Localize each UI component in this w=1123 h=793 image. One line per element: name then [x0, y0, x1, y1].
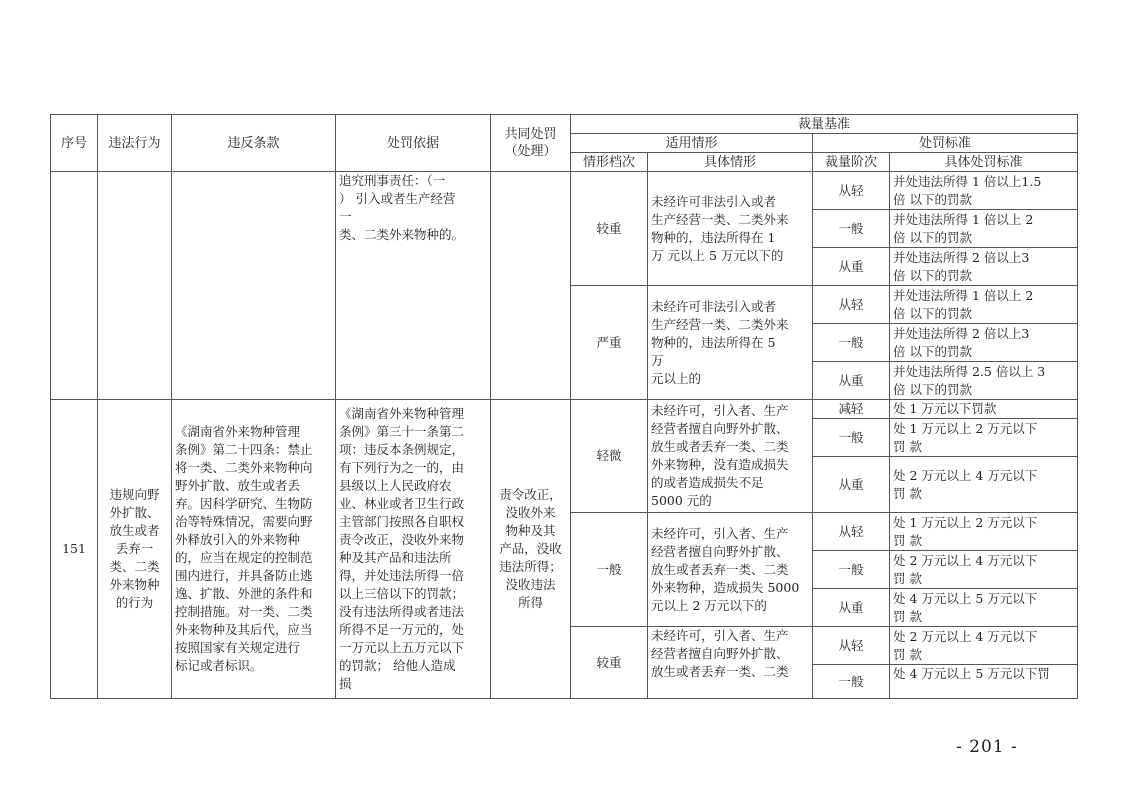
seq-cell — [51, 172, 98, 400]
standard-cell: 处 2 万元以上 4 万元以下 罚 款 — [890, 627, 1078, 665]
level-cell: 较重 — [571, 627, 648, 699]
stage-cell: 从重 — [813, 248, 890, 286]
common-cell — [491, 172, 571, 400]
header-level: 情形档次 — [571, 153, 648, 172]
stage-cell: 一般 — [813, 210, 890, 248]
stage-cell: 从重 — [813, 457, 890, 513]
standard-cell: 处 1 万元以上 2 万元以下 罚 款 — [890, 513, 1078, 551]
header-specific-std: 具体处罚标准 — [890, 153, 1078, 172]
standard-cell: 并处违法所得 1 倍以上 2 倍 以下的罚款 — [890, 210, 1078, 248]
clause-cell: 《湖南省外来物种管理 条例》第二十四条：禁止 将一类、二类外来物种向 野外扩散、放生或者丢 弃。因科学研究、生物防 治等特殊情况，需要向野 外释放引入的外来物种 的，应当在规定的控制范 围内进行，并具备防止逃 逸、扩散、外泄的条件和 控制措施。对一类、二类 外来物种及其后代，应当 按照国家有关规定进行 标记或者标识。 — [172, 400, 336, 699]
stage-cell: 减轻 — [813, 400, 890, 419]
stage-cell: 从轻 — [813, 286, 890, 324]
stage-cell: 从轻 — [813, 172, 890, 210]
stage-cell: 一般 — [813, 419, 890, 457]
situation-cell: 未经许可，引入者、生产 经营者擅自向野外扩散、 放生或者丢弃一类、二类 — [648, 627, 813, 699]
standard-cell: 并处违法所得 2.5 倍以上 3 倍 以下的罚款 — [890, 362, 1078, 400]
standard-cell: 处 2 万元以上 4 万元以下 罚 款 — [890, 457, 1078, 513]
level-cell: 轻微 — [571, 400, 648, 513]
header-discretion: 裁量基准 — [571, 115, 1078, 134]
header-basis: 处罚依据 — [336, 115, 491, 172]
basis-cell: 追究刑事责任：（一 ） 引入或者生产经营 一 类、二类外来物种的。 — [336, 172, 491, 400]
stage-cell: 从重 — [813, 362, 890, 400]
header-specific: 具体情形 — [648, 153, 813, 172]
page-number: - 201 - — [956, 737, 1018, 757]
stage-cell: 从轻 — [813, 513, 890, 551]
level-cell: 一般 — [571, 513, 648, 627]
stage-cell: 从重 — [813, 589, 890, 627]
table-row — [51, 172, 1078, 210]
seq-cell: 151 — [51, 400, 98, 699]
standard-cell: 并处违法所得 1 倍以上 2 倍 以下的罚款 — [890, 286, 1078, 324]
standard-cell: 并处违法所得 2 倍以上3 倍 以下的罚款 — [890, 248, 1078, 286]
stage-cell: 一般 — [813, 551, 890, 589]
clause-cell — [172, 172, 336, 400]
standard-cell: 处 1 万元以下罚款 — [890, 400, 1078, 419]
header-penalty-std: 处罚标准 — [813, 134, 1078, 153]
stage-cell: 一般 — [813, 665, 890, 699]
standard-cell: 并处违法所得 1 倍以上1.5 倍 以下的罚款 — [890, 172, 1078, 210]
standard-cell: 处 1 万元以上 2 万元以下 罚 款 — [890, 419, 1078, 457]
situation-cell: 未经许可非法引入或者 生产经营一类、二类外来 物种的，违法所得在 1 万 元以上 5 万元以下的 — [648, 172, 813, 286]
act-cell: 违规向野 外扩散、 放生或者 丢弃一 类、二类 外来物种 的行为 — [98, 400, 172, 699]
situation-cell: 未经许可非法引入或者 生产经营一类、二类外来 物种的，违法所得在 5 万 元以上的 — [648, 286, 813, 400]
standard-cell: 并处违法所得 2 倍以上3 倍 以下的罚款 — [890, 324, 1078, 362]
situation-cell: 未经许可，引入者、生产 经营者擅自向野外扩散、 放生或者丢弃一类、二类 外来物种，没有造成损失 的或者造成损失不足 5000 元的 — [648, 400, 813, 513]
act-cell — [98, 172, 172, 400]
stage-cell: 从轻 — [813, 627, 890, 665]
level-cell: 严重 — [571, 286, 648, 400]
situation-cell: 未经许可，引入者、生产 经营者擅自向野外扩散、 放生或者丢弃一类、二类 外来物种，造成损失 5000 元以上 2 万元以下的 — [648, 513, 813, 627]
standard-cell: 处 4 万元以上 5 万元以下罚 — [890, 665, 1078, 699]
stage-cell: 一般 — [813, 324, 890, 362]
basis-cell: 《湖南省外来物种管理 条例》第三十一条第二 项：违反本条例规定， 有下列行为之一的，由 县级以上人民政府农 业、林业或者卫生行政 主管部门按照各自职权 责令改正，没收外来物 种及其产品和违法所 得，并处违法所得一倍 以上三倍以下的罚款； 没有违法所得或者违法 所得不足一万元的，处 一万元以上五万元以下 的罚款； 给他人造成 损 — [336, 400, 491, 699]
header-clause: 违反条款 — [172, 115, 336, 172]
table-row — [51, 400, 1078, 419]
header-act: 违法行为 — [98, 115, 172, 172]
common-cell: 责令改正， 没收外来 物种及其 产品，没收 违法所得； 没收违法 所得 — [491, 400, 571, 699]
standard-cell: 处 4 万元以上 5 万元以下 罚 款 — [890, 589, 1078, 627]
discretion-table — [50, 114, 1078, 699]
header-stage: 裁量阶次 — [813, 153, 890, 172]
header-seq: 序号 — [51, 115, 98, 172]
standard-cell: 处 2 万元以上 4 万元以下 罚 款 — [890, 551, 1078, 589]
header-applicable: 适用情形 — [571, 134, 813, 153]
level-cell: 较重 — [571, 172, 648, 286]
header-common: 共同处罚 （处理） — [491, 115, 571, 172]
